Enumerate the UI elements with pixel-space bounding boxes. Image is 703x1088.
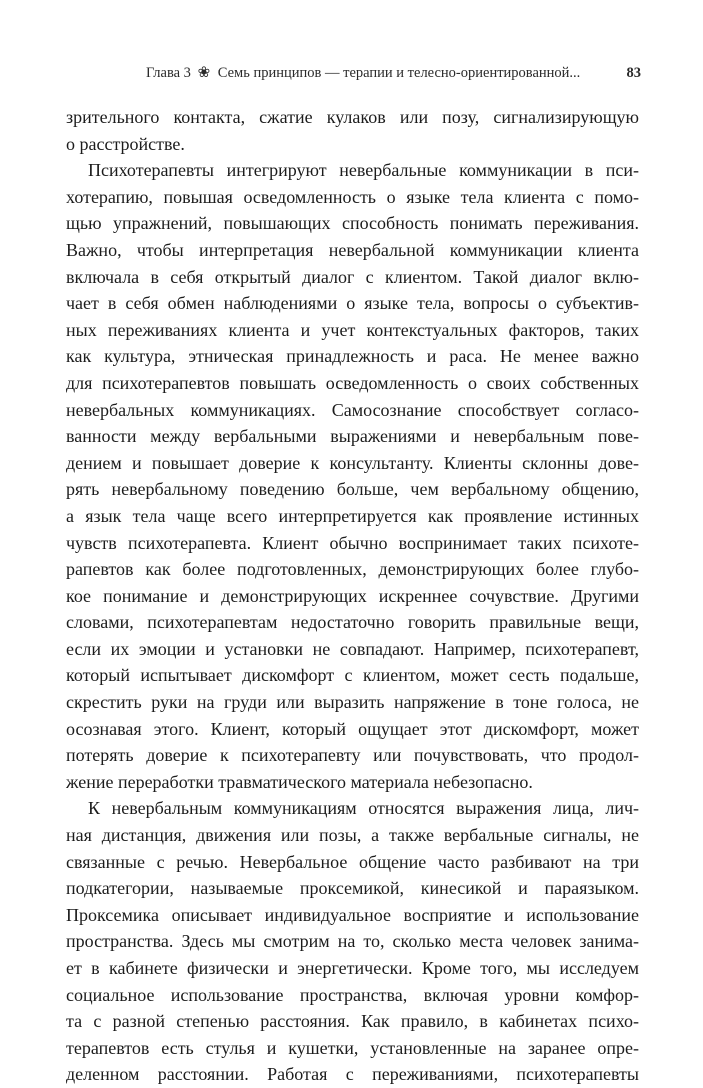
text-line: потерять доверие к психотерапевту или почувствовать, что продол- xyxy=(66,745,639,766)
text-line: рять невербальному поведению больше, чем вербальному общению, xyxy=(66,479,639,500)
text-line: если их эмоции и установки не совпадают. Например, психотерапевт, xyxy=(66,638,639,659)
text-line: Психотерапевты интегрируют невербальные коммуникации в пси- xyxy=(88,160,639,181)
text-line: ет в кабинете физически и энергетически. Кроме того, мы исследуем xyxy=(66,958,639,978)
text-line: чувств психотерапевта. Клиент обычно воспринимает таких психоте- xyxy=(66,532,639,553)
text-line: ных переживаниях клиента и учет контекстуальных факторов, таких xyxy=(66,319,639,340)
text-line: деленном расстоянии. Работая с переживаниями, психотерапевты xyxy=(66,1064,639,1085)
text-line: хотерапию, повышая осведомленность о языке тела клиента с помо- xyxy=(66,186,639,207)
text-line: ная дистанция, движения или позы, а также вербальные сигналы, не xyxy=(66,825,639,846)
chapter-title: Семь принципов — терапии и телесно-ориентированной... xyxy=(217,65,581,81)
text-line: который испытывает дискомфорт с клиентом, может сесть подальше, xyxy=(66,665,639,686)
text-line: дением и повышает доверие к консультанту. Клиенты склонны дове- xyxy=(66,452,639,473)
text-line: словами, психотерапевтам недостаточно говорить правильные вещи, xyxy=(66,612,639,633)
text-line: зрительного контакта, сжатие кулаков или позу, сигнализирующую xyxy=(66,107,639,127)
text-line: Проксемика описывает индивидуальное восприятие и использование xyxy=(66,904,639,925)
text-line: терапевтов есть стулья и кушетки, установленные на заранее опре- xyxy=(66,1037,639,1058)
chapter-label: Глава 3 xyxy=(146,65,191,81)
text-line: а язык тела чаще всего интерпретируется как проявление истинных xyxy=(66,505,639,526)
text-line: подкатегории, называемые проксемикой, кинесикой и параязыком. xyxy=(66,878,639,899)
text-line: как культура, этническая принадлежность и раса. Не менее важно xyxy=(66,346,639,367)
text-line: осознавая этого. Клиент, который ощущает этот дискомфорт, может xyxy=(66,718,639,739)
text-line: невербальных коммуникациях. Самосознание способствует согласо- xyxy=(66,399,639,420)
text-line: та с разной степенью расстояния. Как правило, в кабинетах психо- xyxy=(66,1011,639,1032)
text-line: включала в себя открытый диалог с клиентом. Такой диалог вклю- xyxy=(66,266,639,287)
text-line: кое понимание и демонстрирующих искреннее сочувствие. Другими xyxy=(66,585,639,606)
text-line: К невербальным коммуникациям относятся выражения лица, лич- xyxy=(88,798,639,819)
text-line: о расстройстве. xyxy=(66,133,185,154)
text-line: щью упражнений, повышающих способность понимать переживания. xyxy=(66,213,639,234)
page-number: 83 xyxy=(626,65,641,81)
text-line: чает в себя обмен наблюдениями о языке тела, вопросы о субъектив- xyxy=(66,293,639,314)
ornament-icon: ❀ xyxy=(197,65,211,81)
text-line: Важно, чтобы интерпретация невербальной коммуникации клиента xyxy=(66,239,639,260)
text-line: скрестить руки на груди или выразить напряжение в тоне голоса, не xyxy=(66,692,639,713)
running-header xyxy=(146,63,641,83)
text-line: социальное использование пространства, включая уровни комфор- xyxy=(66,984,639,1005)
text-line: связанные с речью. Невербальное общение часто разбивают на три xyxy=(66,851,639,872)
text-line: пространства. Здесь мы смотрим на то, сколько места человек занима- xyxy=(66,931,639,952)
text-line: ванности между вербальными выражениями и невербальным пове- xyxy=(66,426,639,447)
text-line: жение переработки травматического материала небезопасно. xyxy=(66,771,533,792)
body-text xyxy=(66,104,639,1088)
text-line: рапевтов как более подготовленных, демонстрирующих более глубо- xyxy=(66,559,639,580)
text-line: для психотерапевтов повышать осведомленность о своих собственных xyxy=(66,372,639,393)
